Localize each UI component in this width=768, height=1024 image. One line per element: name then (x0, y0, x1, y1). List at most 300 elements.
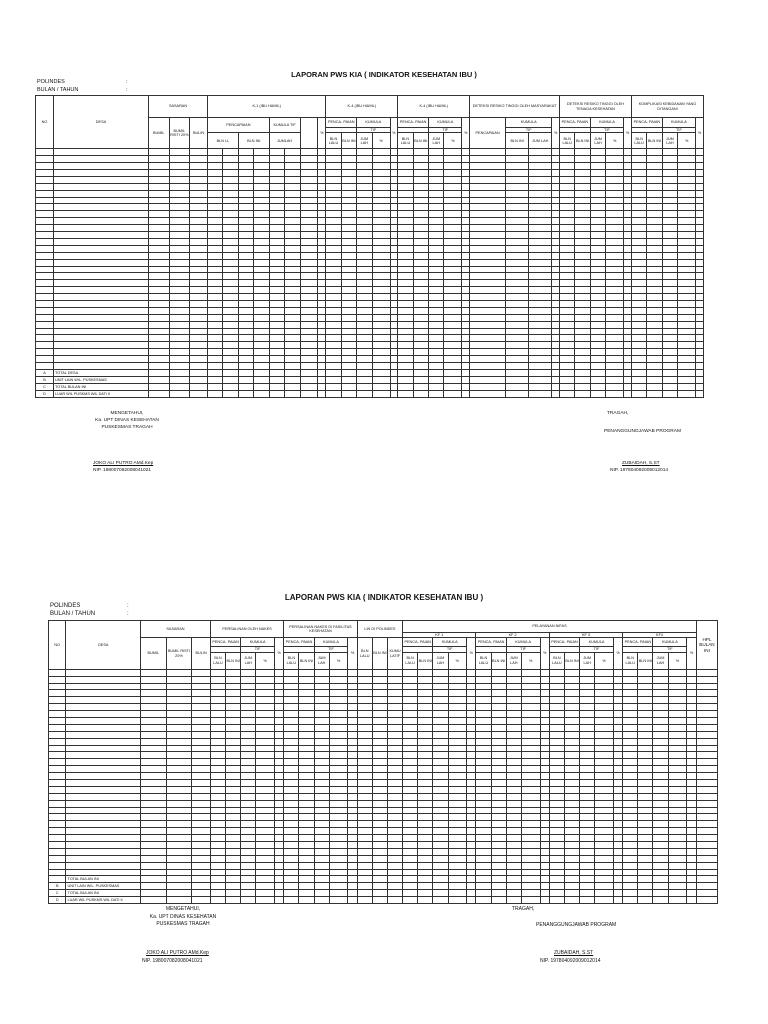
table-cell[interactable] (390, 342, 398, 349)
table-cell[interactable] (348, 835, 357, 842)
table-cell[interactable] (613, 773, 622, 780)
table-cell[interactable] (552, 163, 560, 170)
table-cell[interactable] (549, 862, 564, 869)
table-cell[interactable] (540, 835, 549, 842)
table-cell[interactable] (575, 273, 590, 280)
table-cell[interactable] (390, 300, 398, 307)
table-cell[interactable] (398, 390, 413, 397)
table-cell[interactable] (491, 759, 506, 766)
table-cell[interactable] (462, 342, 470, 349)
table-cell[interactable] (429, 314, 444, 321)
table-cell[interactable] (254, 156, 269, 163)
table-cell[interactable] (623, 773, 638, 780)
table-cell[interactable] (284, 828, 299, 835)
table-cell[interactable] (357, 307, 372, 314)
table-cell[interactable] (470, 335, 506, 342)
table-cell[interactable] (595, 835, 614, 842)
table-cell[interactable] (148, 176, 169, 183)
table-cell[interactable] (653, 869, 668, 876)
table-cell[interactable] (606, 259, 624, 266)
table-cell[interactable] (387, 738, 402, 745)
table-cell[interactable] (254, 356, 269, 363)
table-cell[interactable] (476, 683, 491, 690)
table-cell[interactable] (314, 683, 329, 690)
table-cell[interactable] (223, 170, 238, 177)
table-cell[interactable] (448, 800, 467, 807)
table-cell[interactable] (467, 669, 476, 676)
table-cell[interactable] (564, 807, 579, 814)
table-cell[interactable] (166, 779, 192, 786)
table-cell[interactable] (372, 724, 387, 731)
table-cell[interactable] (223, 362, 238, 369)
table-cell[interactable] (413, 321, 428, 328)
table-cell[interactable] (300, 314, 318, 321)
table-cell[interactable] (624, 328, 632, 335)
table-cell[interactable] (223, 328, 238, 335)
table-cell[interactable] (341, 383, 356, 390)
table-cell[interactable] (613, 731, 622, 738)
table-cell[interactable] (372, 711, 387, 718)
table-cell[interactable] (318, 314, 326, 321)
table-cell[interactable] (549, 711, 564, 718)
table-cell[interactable] (552, 176, 560, 183)
table-cell[interactable] (398, 259, 413, 266)
table-cell[interactable] (238, 197, 253, 204)
table-cell[interactable] (357, 245, 372, 252)
table-cell[interactable] (403, 862, 418, 869)
table-cell[interactable] (506, 266, 529, 273)
table-cell[interactable] (467, 676, 476, 683)
table-cell[interactable] (444, 300, 462, 307)
table-cell[interactable] (653, 717, 668, 724)
table-cell[interactable] (403, 841, 418, 848)
table-cell[interactable] (560, 252, 575, 259)
table-cell[interactable] (580, 869, 595, 876)
table-cell[interactable] (662, 238, 677, 245)
table-cell[interactable] (238, 190, 253, 197)
table-cell[interactable] (540, 890, 549, 897)
table-cell[interactable] (433, 848, 448, 855)
table-cell[interactable] (668, 766, 687, 773)
table-cell[interactable] (223, 307, 238, 314)
table-cell[interactable] (687, 897, 697, 904)
table-cell[interactable] (148, 314, 169, 321)
table-cell[interactable] (413, 252, 428, 259)
table-cell[interactable] (647, 300, 662, 307)
table-cell[interactable] (413, 245, 428, 252)
table-cell[interactable] (284, 821, 299, 828)
table-cell[interactable] (348, 855, 357, 862)
table-cell[interactable] (606, 300, 624, 307)
table-cell[interactable] (491, 800, 506, 807)
table-cell[interactable] (314, 814, 329, 821)
table-cell[interactable] (326, 190, 341, 197)
table-cell[interactable] (560, 356, 575, 363)
table-cell[interactable] (372, 204, 390, 211)
table-cell[interactable] (575, 287, 590, 294)
table-cell[interactable] (549, 876, 564, 883)
table-cell[interactable] (387, 869, 402, 876)
table-cell[interactable] (491, 862, 506, 869)
table-cell[interactable] (148, 163, 169, 170)
table-cell[interactable] (223, 266, 238, 273)
table-cell[interactable] (372, 149, 390, 156)
table-cell[interactable] (462, 252, 470, 259)
table-cell[interactable] (341, 300, 356, 307)
table-cell[interactable] (357, 328, 372, 335)
table-cell[interactable] (36, 294, 54, 301)
table-cell[interactable] (372, 759, 387, 766)
table-cell[interactable] (624, 259, 632, 266)
table-cell[interactable] (678, 204, 696, 211)
table-cell[interactable] (299, 793, 314, 800)
table-cell[interactable] (476, 717, 491, 724)
table-cell[interactable] (372, 307, 390, 314)
table-cell[interactable] (238, 183, 253, 190)
table-cell[interactable] (662, 307, 677, 314)
table-cell[interactable] (403, 738, 418, 745)
table-cell[interactable] (623, 835, 638, 842)
table-cell[interactable] (521, 697, 540, 704)
table-cell[interactable] (348, 773, 357, 780)
table-cell[interactable] (540, 690, 549, 697)
table-cell[interactable] (49, 786, 66, 793)
table-cell[interactable] (638, 835, 653, 842)
table-cell[interactable] (284, 807, 299, 814)
table-cell[interactable] (372, 211, 390, 218)
table-cell[interactable] (462, 225, 470, 232)
table-cell[interactable] (418, 786, 433, 793)
table-cell[interactable] (433, 835, 448, 842)
table-cell[interactable] (314, 862, 329, 869)
table-cell[interactable] (390, 204, 398, 211)
table-cell[interactable] (318, 280, 326, 287)
table-cell[interactable] (226, 807, 241, 814)
table-cell[interactable] (662, 383, 677, 390)
table-cell[interactable] (141, 793, 167, 800)
table-cell[interactable] (208, 328, 223, 335)
table-cell[interactable] (467, 773, 476, 780)
table-cell[interactable] (552, 170, 560, 177)
table-cell[interactable] (552, 280, 560, 287)
table-cell[interactable] (624, 362, 632, 369)
table-cell[interactable] (613, 814, 622, 821)
table-cell[interactable] (580, 724, 595, 731)
table-cell[interactable] (341, 307, 356, 314)
table-cell[interactable] (36, 204, 54, 211)
table-cell[interactable] (372, 828, 387, 835)
table-cell[interactable] (413, 259, 428, 266)
table-cell[interactable] (387, 862, 402, 869)
table-cell[interactable] (580, 717, 595, 724)
table-cell[interactable] (564, 669, 579, 676)
table-cell[interactable] (141, 745, 167, 752)
table-cell[interactable] (326, 156, 341, 163)
table-cell[interactable] (238, 321, 253, 328)
table-cell[interactable] (341, 232, 356, 239)
table-cell[interactable] (348, 848, 357, 855)
table-cell[interactable] (552, 390, 560, 397)
table-cell[interactable] (540, 759, 549, 766)
table-cell[interactable] (552, 197, 560, 204)
table-cell[interactable] (448, 704, 467, 711)
table-cell[interactable] (192, 821, 211, 828)
table-cell[interactable] (413, 287, 428, 294)
table-cell[interactable] (238, 314, 253, 321)
table-cell[interactable] (521, 711, 540, 718)
table-cell[interactable] (662, 321, 677, 328)
table-cell[interactable] (606, 170, 624, 177)
table-cell[interactable] (238, 376, 253, 383)
table-cell[interactable] (613, 759, 622, 766)
table-cell[interactable] (390, 356, 398, 363)
table-cell[interactable] (300, 266, 318, 273)
table-cell[interactable] (444, 225, 462, 232)
table-cell[interactable] (653, 793, 668, 800)
table-cell[interactable] (36, 232, 54, 239)
table-cell[interactable] (462, 170, 470, 177)
table-cell[interactable] (413, 211, 428, 218)
table-cell[interactable] (429, 335, 444, 342)
table-cell[interactable] (223, 225, 238, 232)
table-cell[interactable] (372, 786, 387, 793)
table-cell[interactable] (470, 300, 506, 307)
table-cell[interactable] (357, 321, 372, 328)
table-cell[interactable] (606, 294, 624, 301)
table-cell[interactable] (192, 766, 211, 773)
table-cell[interactable] (696, 238, 704, 245)
table-cell[interactable] (390, 362, 398, 369)
table-cell[interactable] (269, 273, 284, 280)
table-cell[interactable] (433, 745, 448, 752)
table-cell[interactable] (341, 362, 356, 369)
table-cell[interactable] (238, 176, 253, 183)
table-cell[interactable] (549, 883, 564, 890)
table-cell[interactable] (552, 356, 560, 363)
table-cell[interactable] (329, 676, 348, 683)
table-cell[interactable] (638, 738, 653, 745)
table-cell[interactable] (506, 342, 529, 349)
table-cell[interactable] (403, 821, 418, 828)
table-cell[interactable] (398, 307, 413, 314)
table-cell[interactable] (314, 676, 329, 683)
table-cell[interactable] (254, 307, 269, 314)
table-cell[interactable] (398, 383, 413, 390)
table-cell[interactable] (448, 793, 467, 800)
table-cell[interactable] (357, 294, 372, 301)
table-cell[interactable] (274, 676, 283, 683)
table-cell[interactable] (300, 225, 318, 232)
table-cell[interactable] (560, 369, 575, 376)
table-cell[interactable] (467, 814, 476, 821)
table-cell[interactable] (318, 273, 326, 280)
table-cell[interactable] (300, 163, 318, 170)
table-cell[interactable] (166, 890, 192, 897)
table-cell[interactable] (595, 779, 614, 786)
table-cell[interactable] (66, 800, 141, 807)
table-cell[interactable] (462, 183, 470, 190)
table-cell[interactable] (476, 752, 491, 759)
table-cell[interactable] (647, 294, 662, 301)
table-cell[interactable] (256, 835, 275, 842)
table-cell[interactable] (210, 711, 225, 718)
table-cell[interactable] (647, 342, 662, 349)
table-cell[interactable] (429, 383, 444, 390)
table-cell[interactable] (668, 711, 687, 718)
table-cell[interactable] (564, 793, 579, 800)
table-cell[interactable] (357, 376, 372, 383)
table-cell[interactable] (491, 883, 506, 890)
table-cell[interactable] (491, 841, 506, 848)
table-cell[interactable] (564, 835, 579, 842)
table-cell[interactable] (387, 669, 402, 676)
table-cell[interactable] (208, 383, 223, 390)
table-cell[interactable] (606, 218, 624, 225)
table-cell[interactable] (254, 314, 269, 321)
table-cell[interactable] (387, 883, 402, 890)
table-cell[interactable] (653, 821, 668, 828)
table-cell[interactable] (169, 232, 190, 239)
table-cell[interactable] (696, 793, 717, 800)
table-cell[interactable] (318, 252, 326, 259)
table-cell[interactable] (238, 383, 253, 390)
table-cell[interactable] (390, 280, 398, 287)
table-cell[interactable] (624, 225, 632, 232)
table-cell[interactable] (476, 793, 491, 800)
table-cell[interactable] (444, 328, 462, 335)
table-cell[interactable] (624, 287, 632, 294)
table-cell[interactable] (580, 800, 595, 807)
table-cell[interactable] (300, 245, 318, 252)
table-cell[interactable] (580, 828, 595, 835)
table-cell[interactable] (696, 369, 704, 376)
table-cell[interactable] (314, 711, 329, 718)
table-cell[interactable] (53, 183, 148, 190)
table-cell[interactable] (256, 676, 275, 683)
table-cell[interactable] (372, 390, 390, 397)
table-cell[interactable] (653, 752, 668, 759)
table-cell[interactable] (348, 821, 357, 828)
table-cell[interactable] (357, 335, 372, 342)
table-cell[interactable] (148, 335, 169, 342)
table-cell[interactable] (318, 183, 326, 190)
table-cell[interactable] (241, 800, 256, 807)
table-cell[interactable] (638, 821, 653, 828)
table-cell[interactable] (318, 170, 326, 177)
table-cell[interactable] (521, 855, 540, 862)
table-cell[interactable] (348, 828, 357, 835)
table-cell[interactable] (318, 287, 326, 294)
table-cell[interactable] (326, 300, 341, 307)
table-cell[interactable] (476, 869, 491, 876)
table-cell[interactable] (241, 731, 256, 738)
table-cell[interactable] (696, 307, 704, 314)
table-cell[interactable] (372, 697, 387, 704)
table-cell[interactable] (318, 245, 326, 252)
table-cell[interactable] (429, 376, 444, 383)
table-cell[interactable] (169, 294, 190, 301)
table-cell[interactable] (274, 835, 283, 842)
table-cell[interactable] (549, 800, 564, 807)
table-cell[interactable] (638, 731, 653, 738)
table-cell[interactable] (372, 876, 387, 883)
table-cell[interactable] (580, 862, 595, 869)
table-cell[interactable] (285, 156, 300, 163)
table-cell[interactable] (433, 869, 448, 876)
table-cell[interactable] (564, 821, 579, 828)
table-cell[interactable] (284, 883, 299, 890)
table-cell[interactable] (678, 314, 696, 321)
table-cell[interactable] (348, 779, 357, 786)
table-cell[interactable] (398, 321, 413, 328)
table-cell[interactable] (299, 897, 314, 904)
table-cell[interactable] (269, 362, 284, 369)
table-cell[interactable] (66, 690, 141, 697)
table-cell[interactable] (580, 897, 595, 904)
table-cell[interactable] (444, 176, 462, 183)
table-cell[interactable] (269, 280, 284, 287)
table-cell[interactable] (241, 676, 256, 683)
table-cell[interactable] (148, 190, 169, 197)
table-cell[interactable] (552, 369, 560, 376)
table-cell[interactable] (595, 821, 614, 828)
table-cell[interactable] (462, 307, 470, 314)
table-cell[interactable] (210, 779, 225, 786)
table-cell[interactable] (613, 876, 622, 883)
table-cell[interactable] (696, 807, 717, 814)
table-cell[interactable] (678, 176, 696, 183)
table-cell[interactable] (506, 800, 521, 807)
table-cell[interactable] (226, 724, 241, 731)
table-cell[interactable] (372, 848, 387, 855)
table-cell[interactable] (433, 690, 448, 697)
table-cell[interactable] (444, 211, 462, 218)
table-cell[interactable] (696, 362, 704, 369)
table-cell[interactable] (210, 690, 225, 697)
table-cell[interactable] (418, 704, 433, 711)
table-cell[interactable] (226, 828, 241, 835)
table-cell[interactable] (506, 300, 529, 307)
table-cell[interactable] (326, 362, 341, 369)
table-cell[interactable] (372, 383, 390, 390)
table-cell[interactable] (476, 800, 491, 807)
table-cell[interactable] (166, 814, 192, 821)
table-cell[interactable] (226, 835, 241, 842)
table-cell[interactable] (623, 697, 638, 704)
table-cell[interactable] (341, 149, 356, 156)
table-cell[interactable] (241, 862, 256, 869)
table-cell[interactable] (357, 342, 372, 349)
table-cell[interactable] (476, 690, 491, 697)
table-cell[interactable] (613, 841, 622, 848)
table-cell[interactable] (254, 204, 269, 211)
table-cell[interactable] (470, 190, 506, 197)
table-cell[interactable] (314, 890, 329, 897)
table-cell[interactable] (444, 266, 462, 273)
table-cell[interactable] (678, 321, 696, 328)
table-cell[interactable] (476, 828, 491, 835)
table-cell[interactable] (540, 862, 549, 869)
table-cell[interactable] (372, 745, 387, 752)
table-cell[interactable] (575, 314, 590, 321)
table-cell[interactable] (429, 362, 444, 369)
table-cell[interactable] (433, 704, 448, 711)
table-cell[interactable] (580, 704, 595, 711)
table-cell[interactable] (444, 287, 462, 294)
table-cell[interactable] (552, 383, 560, 390)
table-cell[interactable] (66, 821, 141, 828)
table-cell[interactable] (668, 828, 687, 835)
